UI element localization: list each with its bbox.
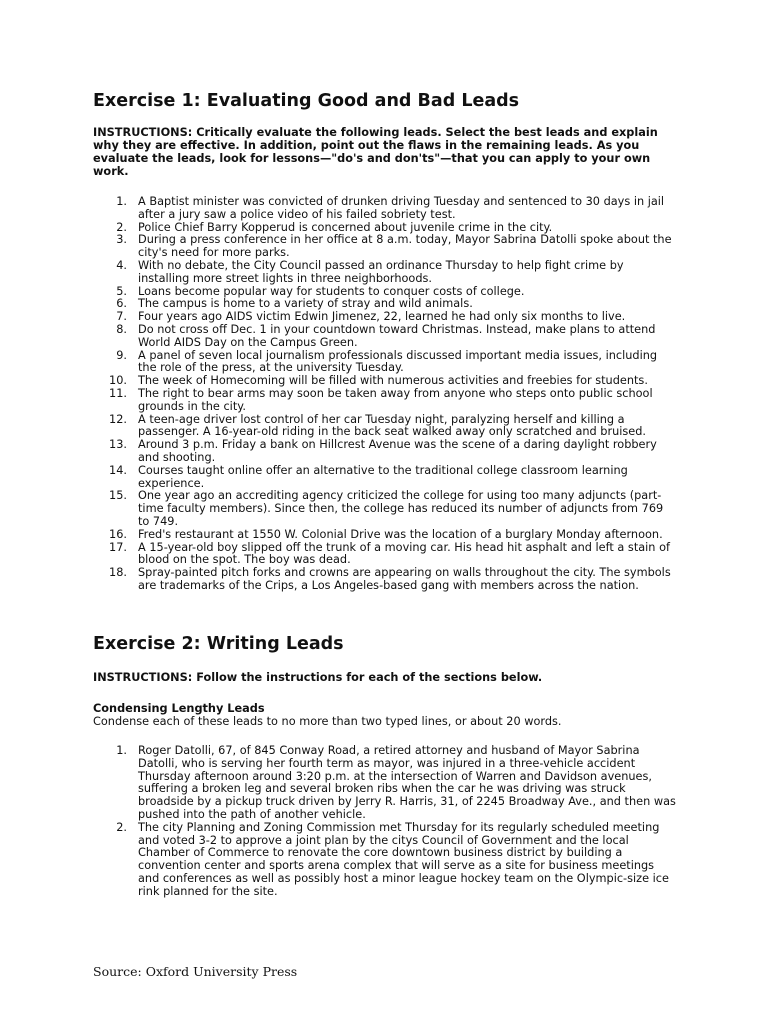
list-item-number: 17. [109,540,127,554]
list-item-text: The right to bear arms may soon be taken away from anyone who steps onto public school grounds in the city. [138,386,653,413]
list-item-text: Fred's restaurant at 1550 W. Colonial Drive was the location of a burglary Monday afternoon. [138,527,663,541]
list-item [93,260,678,286]
list-item-text: Four years ago AIDS victim Edwin Jimenez, 22, learned he had only six months to live. [138,310,626,324]
exercise2-instructions: INSTRUCTIONS: Follow the instructions for each of the sections below. [93,671,543,684]
list-item-text: Spray-painted pitch forks and crowns are appearing on walls throughout the city. The symbols are trademarks of the Crips, a Los Angeles-based gang with members across the nation. [138,566,671,592]
source-credit: Source: Oxford University Press [93,964,298,979]
list-item-text: A Baptist minister was convicted of drunken driving Tuesday and sentenced to 30 days in jail after a jury saw a police video of his failed sobriety test. [138,195,665,221]
list-item [93,324,678,350]
list-item-text: With no debate, the City Council passed an ordinance Thursday to help fight crime by installing more street lights in three neighborhoods. [138,258,624,285]
list-item [93,490,678,528]
list-item-number: 4. [116,258,127,272]
list-item-text: Do not cross off Dec. 1 in your countdown toward Christmas. Instead, make plans to attend World AIDS Day on the Campus Green. [138,322,656,349]
list-item-number: 9. [116,348,127,362]
leads-list [93,196,678,593]
section-instructions: Condense each of these leads to no more than two typed lines, or about 20 words. [93,715,562,728]
list-item-text: The week of Homecoming will be filled with numerous activities and freebies for students. [138,374,648,388]
list-item-number: 8. [116,322,127,336]
exercise1-instructions: INSTRUCTIONS: Critically evaluate the following leads. Select the best leads and explain why they are effective. In addition, point out the flaws in the remaining leads. As you evaluate the leads, look for lessons—"do's and don'ts"—that you can apply to your own work. [93,126,658,178]
list-item [93,439,678,465]
list-item-number: 2. [116,220,127,234]
list-item-number: 7. [116,310,127,324]
list-item-number: 12. [109,412,127,426]
list-item [93,745,678,822]
section-heading: Condensing Lengthy Leads [93,702,265,715]
list-item-number: 2. [116,820,127,834]
list-item [93,414,678,440]
list-item-number: 10. [109,374,127,388]
list-item-number: 14. [109,463,127,477]
list-item-number: 3. [116,233,127,247]
exercise1-title: Exercise 1: Evaluating Good and Bad Leads [93,91,520,111]
list-item [93,822,678,899]
list-item-number: 1. [116,744,127,757]
list-item-number: 6. [116,297,127,311]
list-item [93,465,678,491]
exercise2-title: Exercise 2: Writing Leads [93,634,344,654]
list-item-text: Around 3 p.m. Friday a bank on Hillcrest Avenue was the scene of a daring daylight robbery and shooting. [138,438,657,464]
list-item-number: 5. [116,284,127,298]
list-item-number: 18. [109,566,127,580]
list-item-number: 13. [109,438,127,452]
list-item-text: One year ago an accrediting agency criticized the college for using too many adjuncts (part-time faculty members). Since then, the college has reduced its number of adjuncts from 769 to 749. [138,489,664,528]
list-item-text: Roger Datolli, 67, of 845 Conway Road, a retired attorney and husband of Mayor Sabrina Datolli, who is serving her fourth term as mayor, was injured in a three-vehicle accident Thursday afternoon around 3:20 p.m. at the intersection of Warren and Davidson avenues, suffering a broken leg and several broken ribs when the car he was driving was struck broadside by a pickup truck driven by Jerry R. Harris, 31, of 2245 Broadway Ave., and then was pushed into the path of another vehicle. [138,744,676,821]
list-item [93,567,678,593]
list-item-number: 11. [109,386,127,400]
list-item-text: A teen-age driver lost control of her car Tuesday night, paralyzing herself and killing a passenger. A 16-year-old riding in the back seat walked away only scratched and bruised. [138,412,647,439]
list-item-number: 1. [116,195,127,208]
list-item-number: 16. [109,527,127,541]
list-item [93,388,678,414]
list-item-text: During a press conference in her office at 8 a.m. today, Mayor Sabrina Datolli spoke about the city's need for more parks. [138,233,672,260]
list-item-text: A panel of seven local journalism professionals discussed important media issues, including the role of the press, at the university Tuesday. [138,348,658,375]
list-item-text: The city Planning and Zoning Commission met Thursday for its regularly scheduled meeting and voted 3-2 to approve a joint plan by the citys Council of Government and the local Chamber of Commerce to renovate the core downtown business district by building a convention center and sports arena complex that will serve as a site for business meetings and conferences as well as possibly host a minor league hockey team on the Olympic-size ice rink planned for the site. [138,820,669,898]
list-item [93,196,678,222]
list-item [93,542,678,568]
list-item [93,350,678,376]
list-item-text: A 15-year-old boy slipped off the trunk of a moving car. His head hit asphalt and left a stain of blood on the spot. The boy was dead. [138,540,670,567]
list-item-text: The campus is home to a variety of stray and wild animals. [138,297,473,311]
list-item-text: Police Chief Barry Kopperud is concerned about juvenile crime in the city. [138,220,553,234]
list-item-text: Loans become popular way for students to conquer costs of college. [138,284,525,298]
list-item-number: 15. [109,489,127,503]
list-item-text: Courses taught online offer an alternative to the traditional college classroom learning experience. [138,463,628,490]
condense-list [93,745,678,899]
list-item [93,234,678,260]
